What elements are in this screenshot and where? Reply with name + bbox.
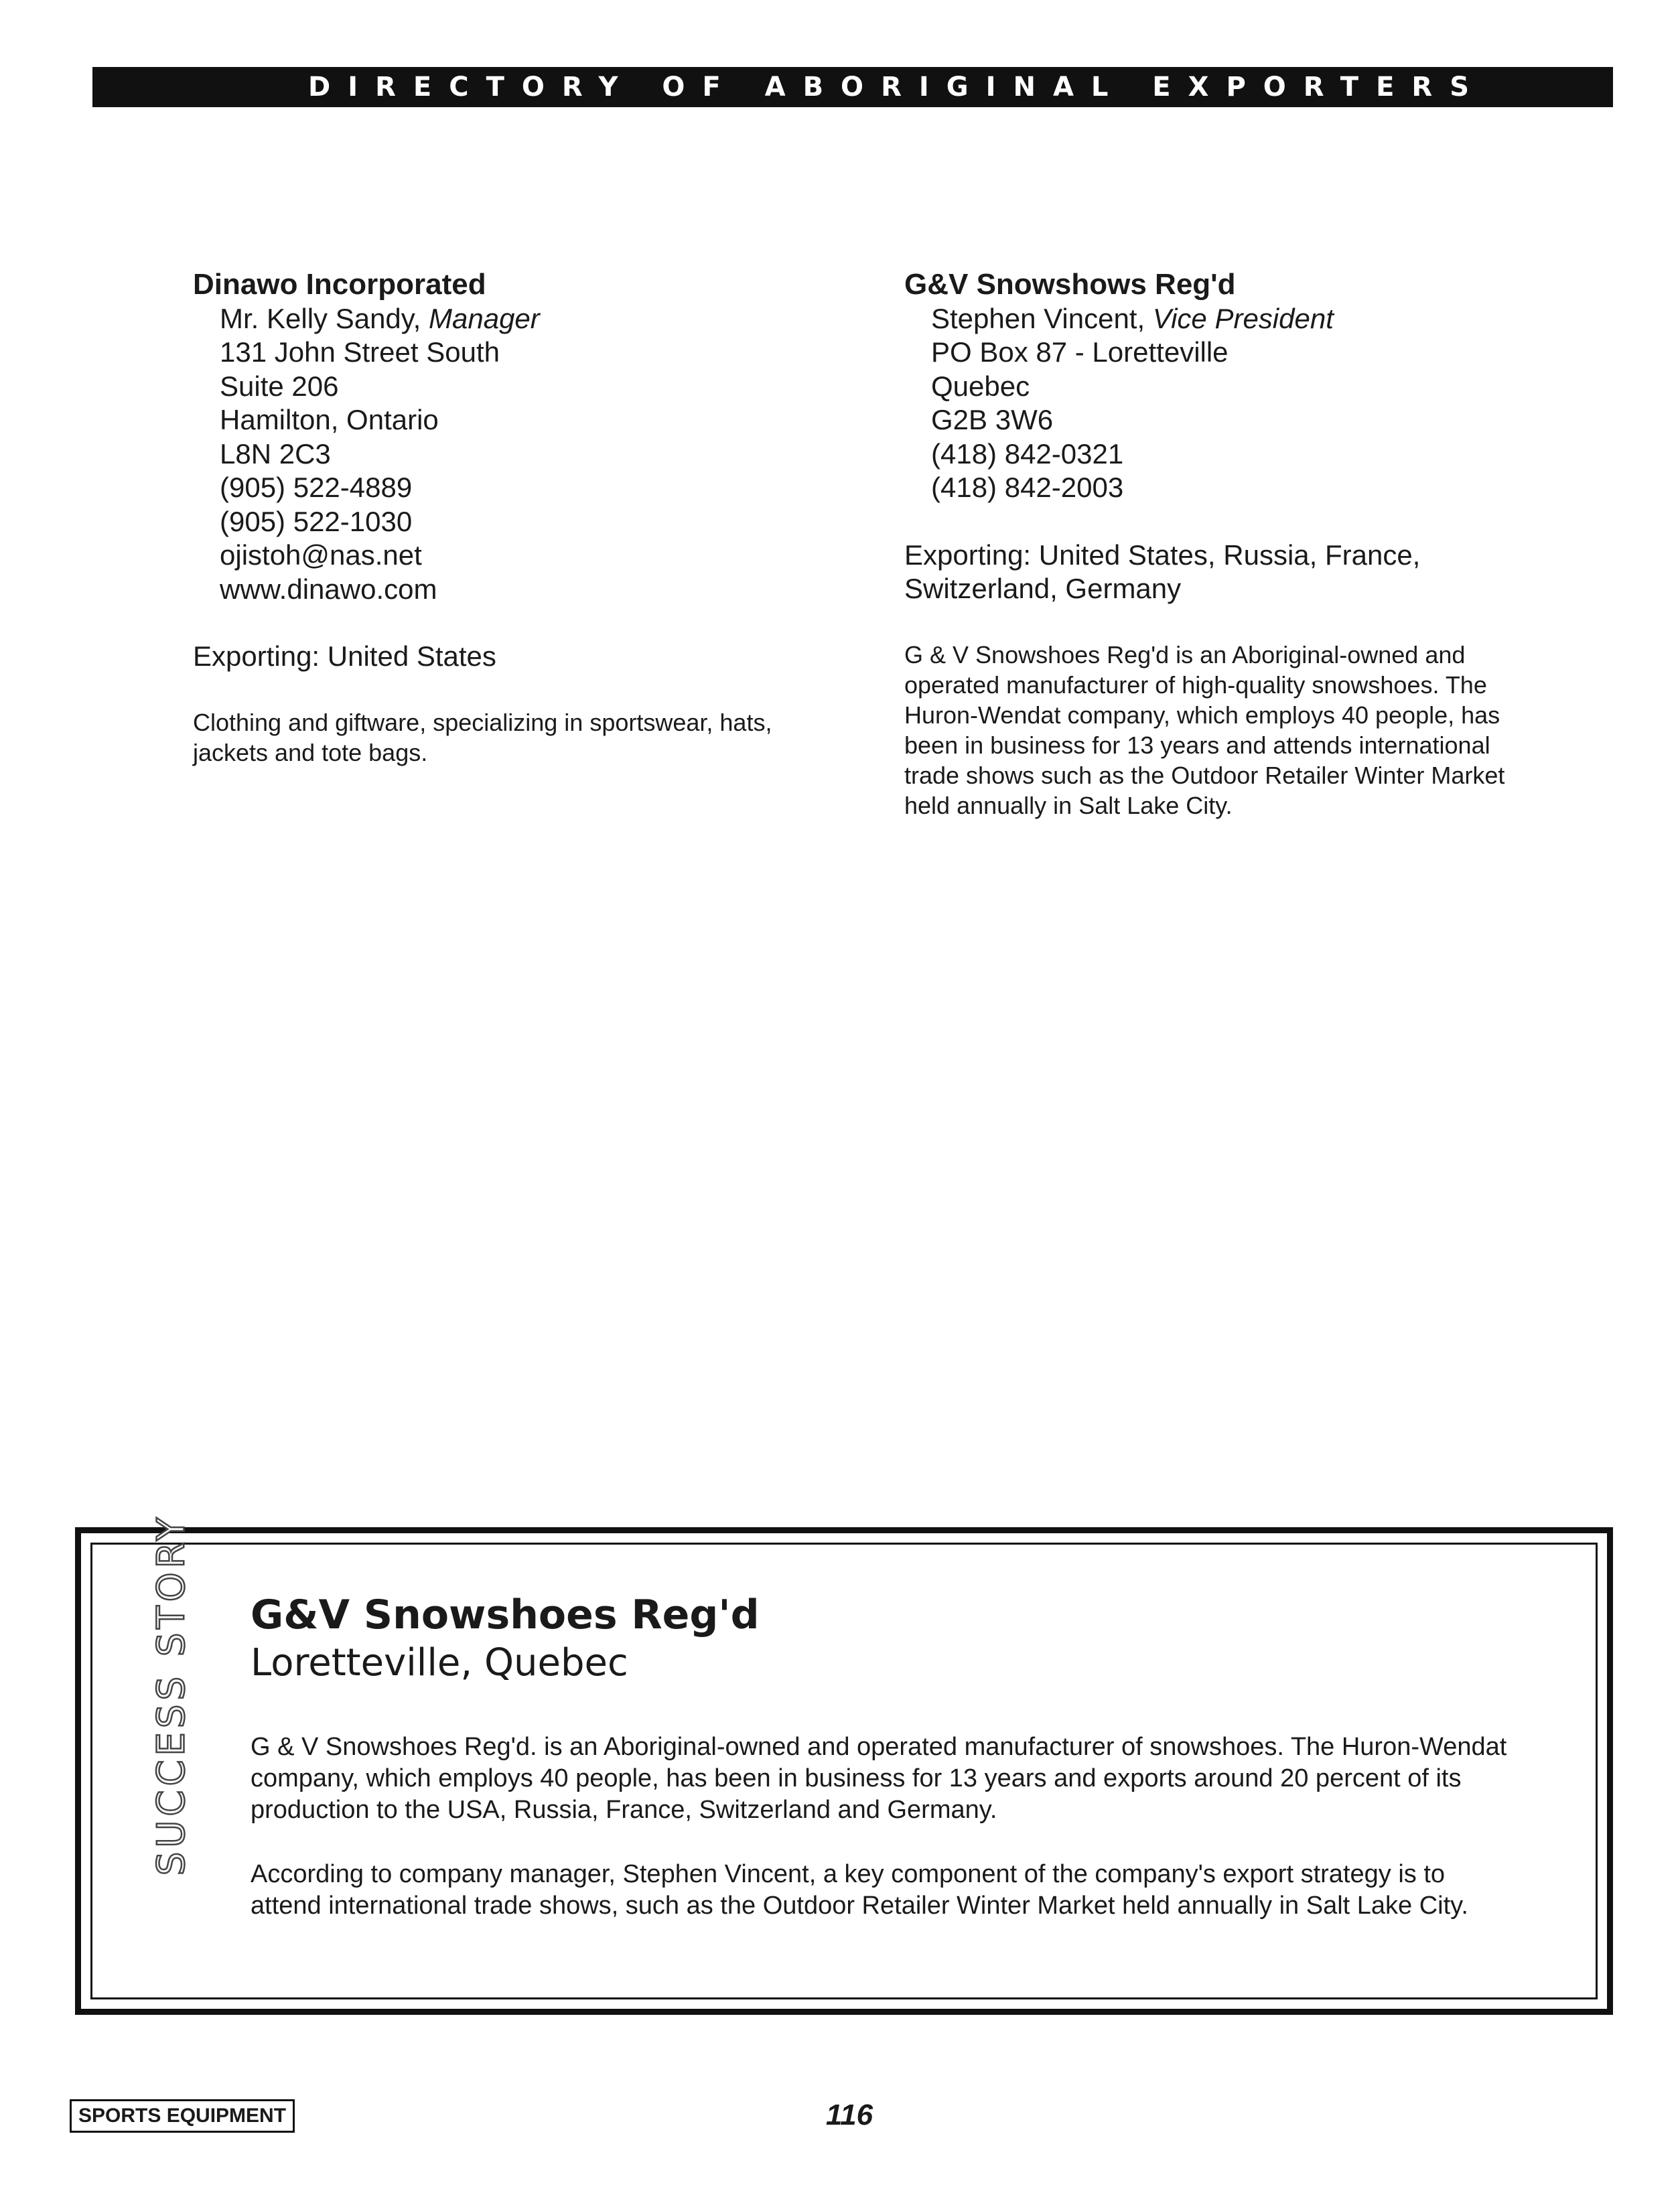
address-line: Hamilton, Ontario xyxy=(220,404,439,435)
contact-title: Manager xyxy=(429,302,540,334)
page-number: 116 xyxy=(825,2099,873,2131)
contact-line xyxy=(193,302,829,336)
company-name: G&V Snowshows Reg'd xyxy=(904,268,1236,301)
address-line: 131 John Street South xyxy=(220,336,500,368)
fax: (418) 842-2003 xyxy=(931,472,1124,503)
success-story-subtitle: Loretteville, Quebec xyxy=(251,1641,628,1685)
phone: (905) 522-4889 xyxy=(220,472,413,503)
success-story-tag: SUCCESS STORY xyxy=(149,1513,194,1876)
exporting-line: Exporting: United States xyxy=(193,640,496,672)
directory-entry-dinawo xyxy=(193,268,829,768)
company-description: G & V Snowshoes Reg'd is an Aboriginal-owned and operated manufacturer of high-quality snowshoes. The Huron-Wendat company, which employs 40 people, has been in business for 13 years and attends international trade shows such as the Outdoor Retailer Winter Market held annually in Salt Lake City. xyxy=(904,640,1505,819)
address-line: PO Box 87 - Loretteville xyxy=(931,336,1229,368)
website: www.dinawo.com xyxy=(220,573,437,605)
contact-name: Stephen Vincent, xyxy=(931,302,1145,334)
phone: (418) 842-0321 xyxy=(931,437,1124,470)
page-header-title: DIRECTORY OF ABORIGINAL EXPORTERS xyxy=(308,72,1487,102)
contact-name: Mr. Kelly Sandy, xyxy=(220,302,421,334)
company-description: Clothing and giftware, specializing in sportswear, hats, jackets and tote bags. xyxy=(193,708,772,766)
email: ojistoh@nas.net xyxy=(220,539,422,571)
exporting-line: Exporting: United States, Russia, France, Switzerland, Germany xyxy=(904,539,1421,604)
section-label: SPORTS EQUIPMENT xyxy=(70,2099,295,2133)
success-story-paragraph: G & V Snowshoes Reg'd. is an Aboriginal-owned and operated manufacturer of snowshoes. The Huron-Wendat company, which employs 40 people, has been in business for 13 years and exports around 20 percent of its production to the USA, Russia, France, Switzerland and Germany. xyxy=(251,1733,1507,1824)
directory-entry-gv-snowshoes xyxy=(904,268,1541,821)
address-line: L8N 2C3 xyxy=(220,437,331,470)
fax: (905) 522-1030 xyxy=(220,505,413,537)
contact-line xyxy=(904,302,1541,336)
success-story-paragraph: According to company manager, Stephen Vincent, a key component of the company's export strategy is to attend international trade shows, such as the Outdoor Retailer Winter Market held annually in Salt Lake City. xyxy=(251,1860,1468,1920)
contact-title: Vice President xyxy=(1152,302,1334,334)
address-line: Suite 206 xyxy=(220,370,339,402)
address-line: Quebec xyxy=(931,370,1030,402)
company-name: Dinawo Incorporated xyxy=(193,268,486,301)
success-story-title: G&V Snowshoes Reg'd xyxy=(251,1592,760,1638)
address-line: G2B 3W6 xyxy=(931,404,1054,435)
